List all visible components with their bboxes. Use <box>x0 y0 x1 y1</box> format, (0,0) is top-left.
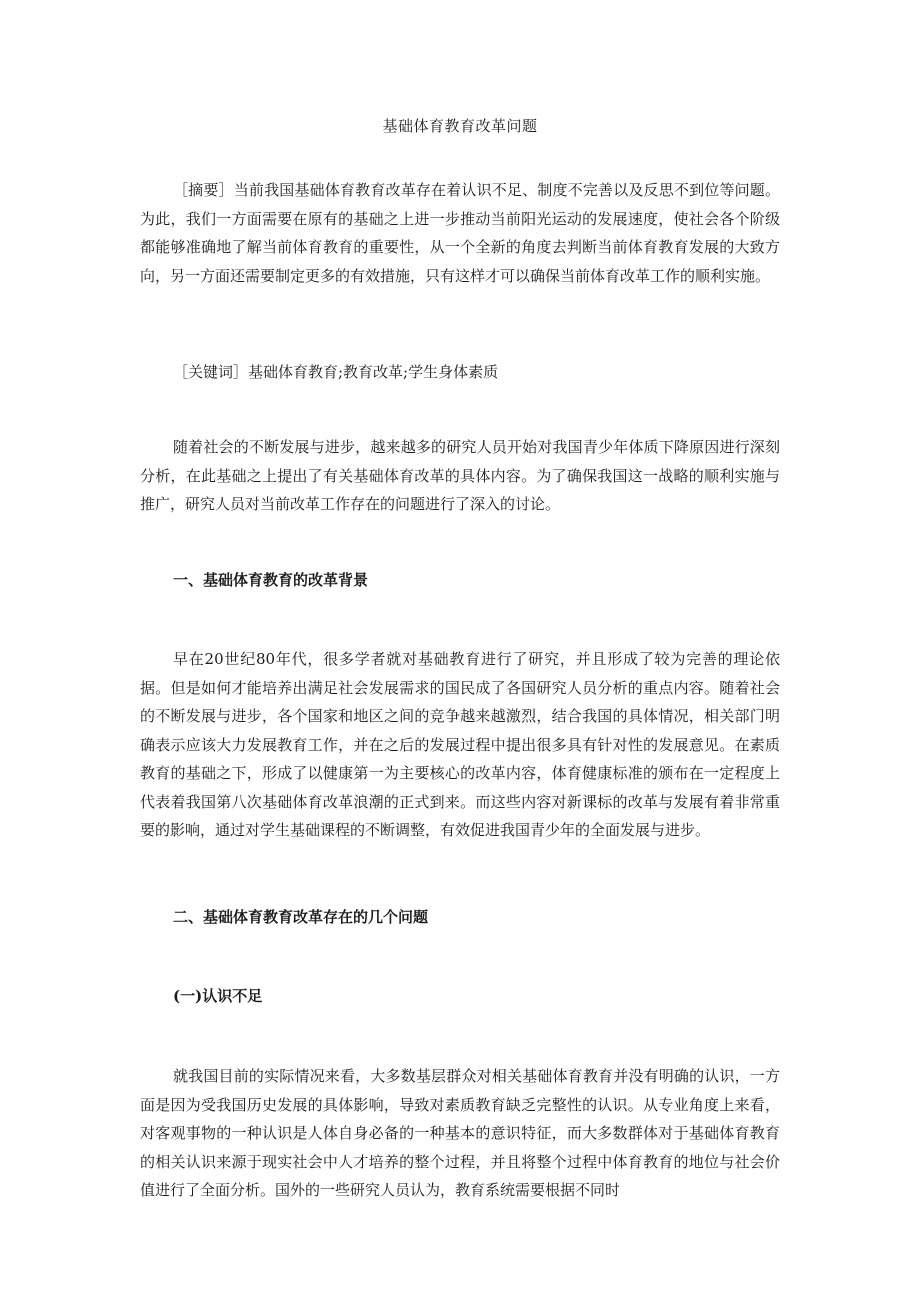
document-title: 基础体育教育改革问题 <box>382 117 538 135</box>
subsection-1-paragraph: 就我国目前的实际情况来看，大多数基层群众对相关基础体育教育并没有明确的认识，一方面是因为受我国历史发展的具体影响，导致对素质教育缺乏完整性的认识。从专业角度上来看，对客观事物的一种认识是人体自身必备的一种基本的意识特征，而大多数群体对于基础体育教育的相关认识来源于现实社会中人才培养的整个过程，并且将整个过程中体育教育的地位与社会价值进行了全面分析。国外的一些研究人员认为，教育系统需要根据不同时 <box>140 1067 780 1199</box>
keywords-paragraph: ［关键词］基础体育教育;教育改革;学生身体素质 <box>173 363 499 381</box>
section-1-heading: 一、基础体育教育的改革背景 <box>173 571 369 589</box>
section-2-heading: 二、基础体育教育改革存在的几个问题 <box>173 908 429 926</box>
abstract-paragraph: ［摘要］当前我国基础体育教育改革存在着认识不足、制度不完善以及反思不到位等问题。为此，我们一方面需要在原有的基础之上进一步推动当前阳光运动的发展速度，使社会各个阶级都能够准确地了解当前体育教育的重要性，从一个全新的角度去判断当前体育教育发展的大致方向，另一方面还需要制定更多的有效措施，只有这样才可以确保当前体育改革工作的顺利实施。 <box>140 181 780 285</box>
subsection-1-heading: (一)认识不足 <box>173 987 263 1005</box>
intro-paragraph: 随着社会的不断发展与进步，越来越多的研究人员开始对我国青少年体质下降原因进行深刻分析，在此基础之上提出了有关基础体育改革的具体内容。为了确保我国这一战略的顺利实施与推广，研究人员对当前改革工作存在的问题进行了深入的讨论。 <box>140 438 780 513</box>
section-1-paragraph: 早在20世纪80年代，很多学者就对基础教育进行了研究，并且形成了较为完善的理论依据。但是如何才能培养出满足社会发展需求的国民成了各国研究人员分析的重点内容。随着社会的不断发展与进步，各个国家和地区之间的竞争越来越激烈，结合我国的具体情况，相关部门明确表示应该大力发展教育工作，并在之后的发展过程中提出很多具有针对性的发展意见。在素质教育的基础之下，形成了以健康第一为主要核心的改革内容，体育健康标准的颁布在一定程度上代表着我国第八次基础体育改革浪潮的正式到来。而这些内容对新课标的改革与发展有着非常重要的影响，通过对学生基础课程的不断调整，有效促进我国青少年的全面发展与进步。 <box>140 650 780 839</box>
